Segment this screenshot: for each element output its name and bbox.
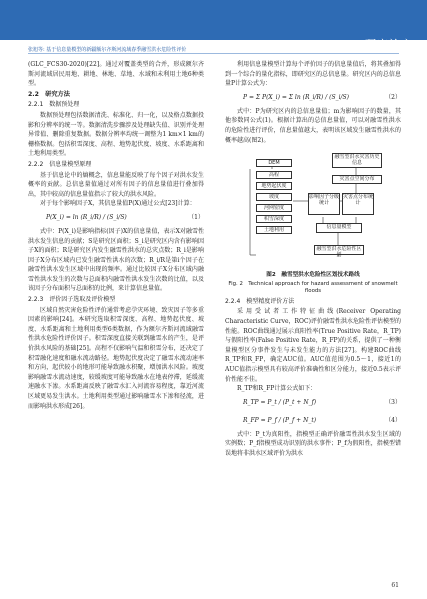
paragraph: 利用信息量模型计算每个评价因子的信息量值后，将其叠加得到一个综合的量化指标，即研究区的总信息量。研究区内的总信息量P计算公式为： (225, 61, 401, 88)
section-heading: 2.2 研究方法 (28, 90, 70, 98)
right-column (225, 60, 401, 458)
paragraph: 基于信息论中的熵概念，信息量能反映了每个因子对洪水发生概率的贡献。总信息量值通过对所有因子的信息量值进行叠加得出，其中较高的信息量值指示了较大的洪水风险。 (28, 171, 204, 198)
paragraph: (GLC_FCS30-2020)[22]。通过对覆盖类型的合并，形成额尔齐斯河流域居民用地、耕地、林地、草地、水域和未利用土地6种类型。 (28, 61, 204, 88)
paragraph: 式中：P(X_i)是影响指标(因子)X的信息量值，表示X对融雪性洪水发生信息的贡献；S是研究区面积；S_i是研究区内含有影响因子X的面积；R是研究区内发生融雪性洪水的总灾点数；R_i是影响因子X分布区域内已发生融雪性洪水的次数；R_i/R是第i个因子在融雪性洪水发生区域中出现的频率。通过比较因子X分布区域内融雪性洪水发生的次数与总面积内融雪性洪水发生次数的比值，以及该因子分布面积与总面积的比例，来计算信息量值。 (28, 227, 204, 293)
page-number: 61 (391, 582, 399, 589)
subsection-heading: 2.2.3 评价因子选取及评价模型 (28, 296, 116, 304)
flow-box: 土地利用 (256, 226, 292, 234)
flow-box: 影响因子分级统计 (308, 193, 340, 215)
equation-body: R_TP = P_t / (P_t + N_f) (243, 398, 317, 406)
subsection-heading: 2.2.2 信息量模型原理 (28, 160, 92, 168)
paragraph: 数据预处理包括数据清洗、标准化、归一化，以及格点数据投影和分辨率的统一等。数据清洗步骤涉及处理缺失值、识别并处理异常值、删除重复数据。数据分辨率均统一调整为1 km×1 km的栅格数据。包括积雪深度、高程、地势起伏度、坡度、水系距离和土地利用类型。 (28, 111, 204, 158)
flow-box: 高程 (256, 171, 292, 179)
equation-number: （2） (385, 93, 401, 101)
paragraph: 采用受试者工作特征曲线(Receiver Operating Characteristic Curve，ROC)评价融雪性洪水危险性评估模型的性能。ROC曲线通过展示真阳性率(True Positive Rate，R_TP)与假阳性率(False Positive Rate，R_FP)的关系，提供了一种衡量模型区分事件发生与未发生能力的方法[27]。构建ROC曲线R_TP和R_FP，确定AUC值。AUC值范围为0.5～1，接近1的AUC值指示模型具有较高评价准确性和区分能力，接近0.5表示评价性能不佳。 (225, 308, 401, 383)
equation-2 (225, 89, 401, 107)
paragraph: 对于每个影响因子X，其信息量值P(X)通过公式[23]计算： (40, 200, 196, 208)
flow-box: 积雪深度 (256, 215, 292, 223)
paragraph: 区域自然灾害危险性评价通常考虑孕灾环境、致灾因子等多重因素的影响[24]。本研究选取积雪深度、高程、地势起伏度、坡度、水系距离和土地利用类型6类数据，作为额尔齐斯河流域融雪性洪水危险性评价因子。积雪深度直接关联到融雪水的产生，是评价洪水风险的基础[25]。高程不仅影响气温和积雪分布，还决定了积雪融化速度和融水流动路径。地势起伏度决定了融雪水流动速率和方向，起伏较小的地形可能导致融水积聚，增加洪水风险。坡度影响融雪水流动速度，较缓坡度可能导致融水在地表停滞，延缓流速融水下渗。水系距离反映了融雪水汇入河流容易程度，靠近河流区域更易发生洪水。土地利用类型通过影响融雪水下渗和径流，进而影响洪水形成[26]。 (28, 306, 204, 410)
paragraph: R_TP和R_FP计算公式如下： (237, 385, 317, 393)
subsection-heading: 2.2.1 数据预处理 (28, 101, 80, 109)
flow-box: 融雪型洪水灾害历史信息 (332, 153, 382, 168)
flow-box: 融雪型洪水危险性区划 (314, 245, 364, 255)
flow-box: 河网密度 (256, 204, 292, 212)
equation-body: P = Σ P(X_i) = Σ ln (R_i/R) / (S_i/S) (243, 93, 349, 101)
flow-box: 灾害点空间分布 (332, 175, 382, 184)
subsection-heading: 2.2.4 模型精度评价方法 (225, 297, 295, 305)
left-column (28, 60, 204, 411)
figure-caption-en: Fig. 2 Technical approach for hazard assessment of snowmelt floods (228, 280, 398, 295)
running-title: 张旭等: 基于信息量模型的新疆额尔齐斯河流域春季融雪洪水危险性评价 (28, 47, 187, 53)
equation-3 (225, 394, 401, 412)
paragraph: 式中：P_t为真阳性，指模型正确评价融雪性洪水发生区域的实例数；P_f指模型成功识别的洪水事件；P_f为假阳性，指模型错误地将非洪水区域评价为洪水 (225, 430, 401, 457)
figure-caption-cn: 图2 融雪型洪水危险性区划技术路线 (266, 272, 360, 279)
flow-box: 坡度 (256, 193, 292, 201)
equation-number: （4） (385, 416, 401, 424)
flow-box: DEM (256, 159, 292, 167)
header-rule (28, 53, 399, 54)
equation-body: R_FP = P_f / (P_f + N_t) (243, 416, 317, 424)
equation-body: P(X_i) = ln (R_i/R) / (S_i/S) (46, 214, 127, 222)
equation-number: （3） (385, 398, 401, 406)
flow-box: 灾害点分布统计 (342, 193, 374, 215)
flow-box: 信息量模型 (316, 223, 362, 233)
section-tag: 研究论文 (365, 38, 413, 51)
equation-4 (225, 412, 401, 430)
equation-1 (28, 209, 204, 227)
header-bar (0, 0, 427, 40)
equation-number: （1） (188, 214, 204, 222)
paragraph: 式中：P为研究区内的总信息量值；m为影响因子的数量，其他参数同公式(1)。根据计算出的总信息量值，可以对融雪性洪水的危险性进行评价，信息量值越大，表明该区域发生融雪性洪水的概率越高(图2)。 (225, 107, 401, 144)
flow-box: 地势起伏度 (256, 182, 292, 190)
flowchart-figure (238, 151, 388, 269)
